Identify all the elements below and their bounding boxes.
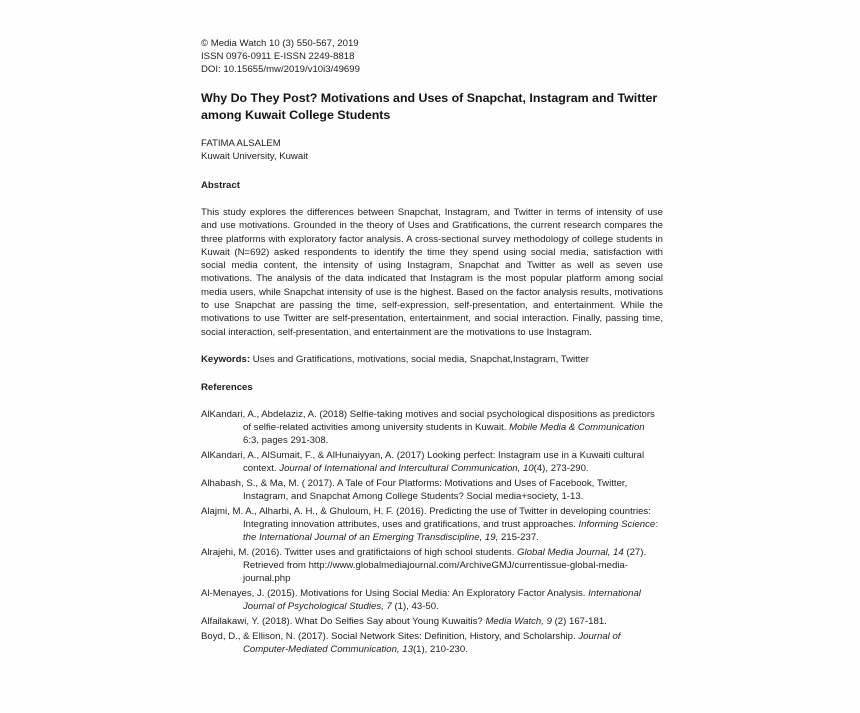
paper-page [201, 37, 663, 658]
keywords-label: Keywords: [201, 353, 251, 365]
reference-item: AlKandari, A., Abdelaziz, A. (2018) Selfie-taking motives and social psychological dispositions as predictors of selfie-related activities among university students in Kuwait. Mobile Media & Communication 6:3, pages 291-308. [201, 408, 655, 446]
reference-item: Al-Menayes, J. (2015). Motivations for Using Social Media: An Exploratory Factor Analysis. International Journal of Psychological Studies, 7 (1), 43-50. [201, 587, 641, 612]
doi-line: DOI: 10.15655/mw/2019/v10i3/49699 [201, 64, 360, 75]
reference-item: AlKandari, A., AlSumait, F., & AlHunaiyyan, A. (2017) Looking perfect: Instagram use in a Kuwaiti cultural context. Journal of International and Intercultural Communication, 10(4), 273-290. [201, 449, 645, 474]
author-affiliation: Kuwait University, Kuwait [201, 151, 308, 162]
keywords [201, 353, 663, 366]
author-name: FATIMA ALSALEM [201, 138, 281, 149]
paper-title: Why Do They Post? Motivations and Uses of Snapchat, Instagram and Twitter among Kuwait College Students [201, 91, 658, 122]
reference-item: Alfailakawi, Y. (2018). What Do Selfies Say about Young Kuwaitis? Media Watch, 9 (2) 167-181. [201, 615, 607, 627]
reference-item: Alrajehi, M. (2016). Twitter uses and gratifictaions of high school students. Global Media Journal, 14 (27). Retrieved from http://www.globalmediajournal.com/ArchiveGMJ/currentissue-global-media-journal.php [201, 546, 647, 584]
abstract-text: This study explores the differences between Snapchat, Instagram, and Twitter in terms of intensity of use and use motivations. Grounded in the theory of Uses and Gratifications, the current research compares the three platforms with exploratory factor analysis. A cross-sectional survey methodology of college students in Kuwait (N=692) asked respondents to identify the time they spend using social media, satisfaction with social media content, the intensity of using Instagram, Snapchat and Twitter as well as seven use motivations. The analysis of the data indicated that Instagram is the most popular platform among social media users, while Snapchat intensity of use is the highest. Based on the factor analysis results, motivations to use Snapchat are passing the time, self-expression, self-presentation, and entertainment. While the motivations to use Twitter are self-presentation, entertainment, and social interaction. Finally, passing time, social interaction, self-presentation, and entertainment are the motivations to use Instagram. [201, 207, 663, 338]
keywords-text: Uses and Gratifications, motivations, social media, Snapchat,Instagram, Twitter [250, 353, 589, 365]
author-block [201, 137, 663, 163]
reference-item: Alajmi, M. A., Alharbi, A. H., & Ghuloum, H. F. (2016). Predicting the use of Twitter in developing countries: Integrating innovation attributes, uses and gratifications, and trust approaches. Informing Science: the International Journal of an Emerging Transdiscipline, 19, 215-237. [201, 505, 658, 543]
reference-item: Boyd, D., & Ellison, N. (2017). Social Network Sites: Definition, History, and Scholarship. Journal of Computer-Mediated Communication, 13(1), 210-230. [201, 630, 621, 655]
copyright-line: © Media Watch 10 (3) 550-567, 2019 [201, 38, 359, 49]
references-heading: References [201, 381, 253, 393]
reference-item: Alhabash, S., & Ma, M. ( 2017). A Tale of Four Platforms: Motivations and Uses of Facebook, Twitter, Instagram, and Snapchat Among College Students? Social media+society, 1-13. [201, 477, 628, 502]
abstract-heading: Abstract [201, 180, 240, 191]
journal-header [201, 37, 663, 76]
issn-line: ISSN 0976-0911 E-ISSN 2249-8818 [201, 51, 355, 62]
reference-list [201, 408, 663, 656]
